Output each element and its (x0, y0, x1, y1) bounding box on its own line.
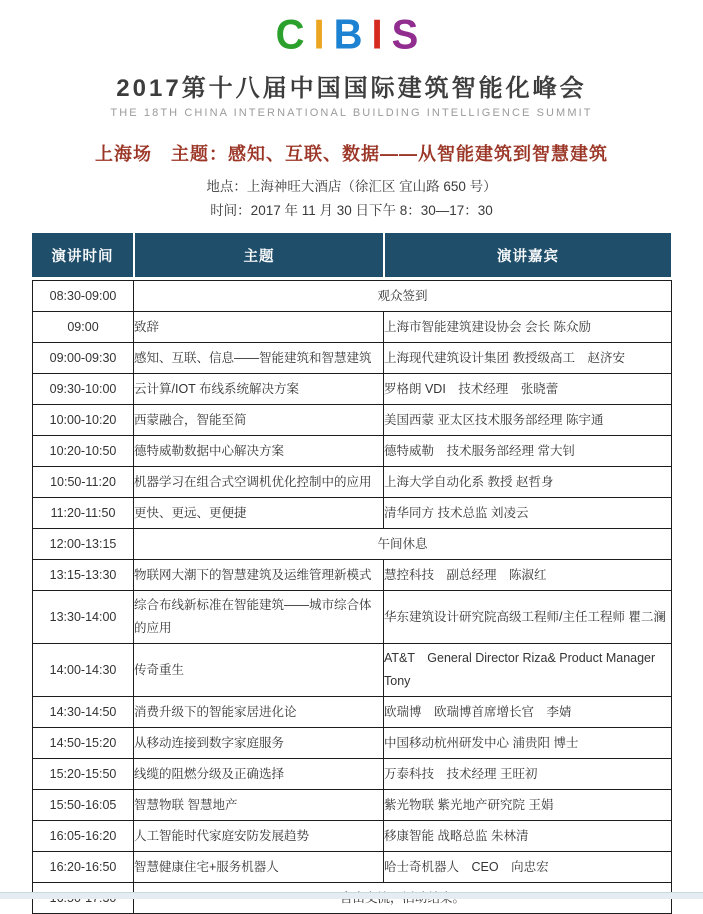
time-cell: 09:00-09:30 (33, 343, 134, 374)
topic-cell: 传奇重生 (134, 644, 384, 697)
topic-cell: 云计算/IOT 布线系统解决方案 (134, 374, 384, 405)
time-cell: 11:20-11:50 (33, 498, 134, 529)
time-cell: 14:00-14:30 (33, 644, 134, 697)
guest-cell: 移康智能 战略总监 朱林清 (384, 821, 672, 852)
guest-cell: 上海市智能建筑建设协会 会长 陈众励 (384, 312, 672, 343)
topic-cell: 德特威勒数据中心解决方案 (134, 436, 384, 467)
table-row (33, 343, 672, 374)
time-cell: 10:00-10:20 (33, 405, 134, 436)
time-cell: 14:30-14:50 (33, 697, 134, 728)
page-subtitle: THE 18TH CHINA INTERNATIONAL BUILDING INTELLIGENCE SUMMIT (110, 107, 593, 119)
bottom-scrollbar[interactable] (0, 892, 703, 899)
time-line: 时间：2017 年 11 月 30 日下午 8：30—17：30 (210, 203, 493, 218)
cibis-logo (0, 10, 703, 60)
time-cell: 13:30-14:00 (33, 591, 134, 644)
column-header-guest: 演讲嘉宾 (385, 233, 671, 277)
time-cell: 09:30-10:00 (33, 374, 134, 405)
guest-cell: 哈士奇机器人 CEO 向忠宏 (384, 852, 672, 883)
table-row (33, 644, 672, 697)
topic-cell: 西蒙融合，智能至简 (134, 405, 384, 436)
logo-letter: S (391, 11, 428, 59)
guest-cell: 罗格朗 VDI 技术经理 张晓蕾 (384, 374, 672, 405)
guest-cell: 美国西蒙 亚太区技术服务部经理 陈宇通 (384, 405, 672, 436)
logo-letter: B (333, 11, 372, 59)
table-row (33, 374, 672, 405)
time-cell: 14:50-15:20 (33, 728, 134, 759)
guest-cell: 华东建筑设计研究院高级工程师/主任工程师 瞿二澜 (384, 591, 672, 644)
logo-letter: I (371, 11, 392, 59)
time-cell: 16:20-16:50 (33, 852, 134, 883)
topic-cell: 感知、互联、信息——智能建筑和智慧建筑 (134, 343, 384, 374)
time-cell: 10:50-11:20 (33, 467, 134, 498)
merged-session-cell: 午间休息 (134, 529, 672, 560)
time-cell: 13:15-13:30 (33, 560, 134, 591)
guest-cell: 慧控科技 副总经理 陈淑红 (384, 560, 672, 591)
logo-letter: C (275, 11, 314, 59)
topic-cell: 综合布线新标准在智能建筑——城市综合体的应用 (134, 591, 384, 644)
document-header (0, 0, 703, 219)
table-row (33, 852, 672, 883)
logo-letter: I (313, 11, 334, 59)
column-header-topic: 主题 (135, 233, 383, 277)
table-row (33, 790, 672, 821)
table-row (33, 759, 672, 790)
guest-cell: 紫光物联 紫光地产研究院 王娟 (384, 790, 672, 821)
agenda-table-body (33, 281, 672, 914)
topic-cell: 人工智能时代家庭安防发展趋势 (134, 821, 384, 852)
table-row (33, 821, 672, 852)
page-title: 2017第十八届中国国际建筑智能化峰会 (116, 75, 587, 102)
guest-cell: 欧瑞博 欧瑞博首席增长官 李婧 (384, 697, 672, 728)
table-row (33, 498, 672, 529)
table-row (33, 281, 672, 312)
guest-cell: 上海现代建筑设计集团 教授级高工 赵济安 (384, 343, 672, 374)
agenda-table-header (32, 233, 671, 277)
table-row (33, 405, 672, 436)
guest-cell: 中国移动杭州研发中心 浦贵阳 博士 (384, 728, 672, 759)
topic-cell: 致辞 (134, 312, 384, 343)
merged-session-cell: 观众签到 (134, 281, 672, 312)
guest-cell: 德特威勒 技术服务部经理 常大钊 (384, 436, 672, 467)
table-row (33, 312, 672, 343)
topic-cell: 智慧健康住宅+服务机器人 (134, 852, 384, 883)
table-row (33, 560, 672, 591)
time-cell: 10:20-10:50 (33, 436, 134, 467)
agenda-table-grid (32, 280, 672, 914)
table-row (33, 436, 672, 467)
agenda-table (32, 233, 671, 914)
guest-cell: AT&T General Director Riza& Product Manager Tony (384, 644, 672, 697)
table-row (33, 529, 672, 560)
time-cell: 09:00 (33, 312, 134, 343)
topic-cell: 物联网大潮下的智慧建筑及运维管理新模式 (134, 560, 384, 591)
time-cell: 15:20-15:50 (33, 759, 134, 790)
topic-cell: 从移动连接到数字家庭服务 (134, 728, 384, 759)
topic-cell: 消费升级下的智能家居进化论 (134, 697, 384, 728)
topic-cell: 更快、更远、更便捷 (134, 498, 384, 529)
venue-line: 地点：上海神旺大酒店（徐汇区 宜山路 650 号） (206, 179, 497, 194)
session-theme-line: 上海场 主题：感知、互联、数据——从智能建筑到智慧建筑 (95, 144, 608, 164)
topic-cell: 智慧物联 智慧地产 (134, 790, 384, 821)
topic-cell: 线缆的阻燃分级及正确选择 (134, 759, 384, 790)
time-cell: 16:05-16:20 (33, 821, 134, 852)
guest-cell: 清华同方 技术总监 刘凌云 (384, 498, 672, 529)
table-row (33, 697, 672, 728)
guest-cell: 万泰科技 技术经理 王旺初 (384, 759, 672, 790)
topic-cell: 机器学习在组合式空调机优化控制中的应用 (134, 467, 384, 498)
table-row (33, 467, 672, 498)
time-cell: 08:30-09:00 (33, 281, 134, 312)
guest-cell: 上海大学自动化系 教授 赵哲身 (384, 467, 672, 498)
column-header-time: 演讲时间 (32, 233, 133, 277)
time-cell: 15:50-16:05 (33, 790, 134, 821)
table-row (33, 728, 672, 759)
time-cell: 12:00-13:15 (33, 529, 134, 560)
table-row (33, 591, 672, 644)
